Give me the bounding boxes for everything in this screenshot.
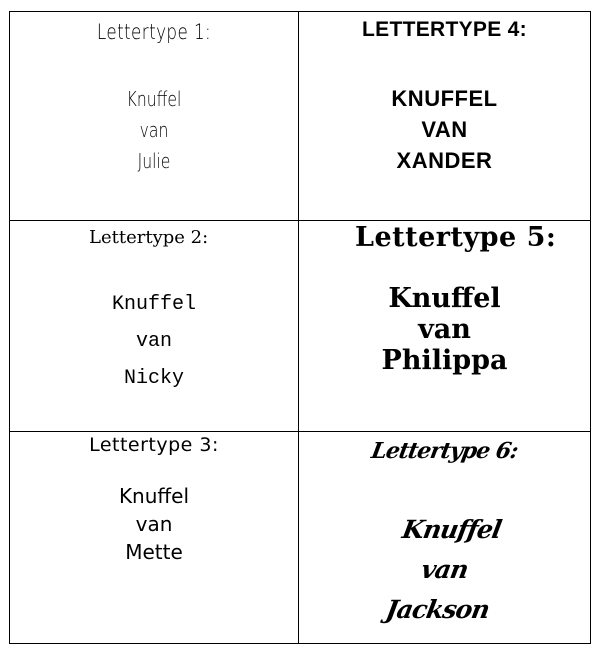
sample-line: Knuffel: [118, 484, 190, 508]
sample-line: Mette: [125, 540, 183, 564]
font-sample-title: Lettertype 2:: [89, 227, 209, 248]
font-sample-text: [299, 83, 590, 176]
font-sample-title: Lettertype 1:: [96, 20, 212, 44]
font-sample-table: [9, 11, 591, 644]
sample-line: KNUFFEL: [391, 86, 498, 111]
font-sample-text: [10, 482, 298, 566]
font-sample-title: LETTERTYPE 4:: [362, 18, 527, 41]
font-sample-text: [42, 84, 267, 177]
font-sample-text: [288, 510, 600, 630]
font-sample-cell-5: [299, 221, 590, 432]
sample-line: van: [419, 555, 471, 584]
font-sample-title: Lettertype 3:: [89, 434, 219, 456]
sample-line: van: [135, 512, 173, 536]
sample-line: Philippa: [381, 345, 508, 376]
sample-line: Jackson: [383, 595, 492, 624]
font-sample-cell-6: [299, 432, 590, 643]
sample-line: Nicky: [123, 367, 184, 390]
font-sample-cell-3: [10, 432, 299, 643]
sample-line: Knuffel: [400, 515, 504, 544]
font-sample-text: [299, 283, 590, 376]
sample-line: XANDER: [396, 148, 493, 173]
sample-line: Knuffel: [126, 87, 182, 111]
sample-line: van: [135, 330, 172, 353]
sample-line: Julie: [137, 149, 171, 173]
sample-line: van: [139, 118, 169, 142]
font-sample-cell-4: [299, 12, 590, 221]
sample-line: VAN: [421, 117, 468, 142]
sample-line: van: [418, 314, 471, 345]
font-sample-cell-1: [10, 12, 299, 221]
font-sample-title: Lettertype 6:: [369, 438, 520, 464]
font-sample-text: [10, 286, 298, 397]
font-sample-title: Lettertype 5:: [355, 222, 557, 253]
sample-line: Knuffel: [111, 293, 196, 316]
font-sample-cell-2: [10, 221, 299, 432]
sample-line: Knuffel: [388, 283, 501, 314]
